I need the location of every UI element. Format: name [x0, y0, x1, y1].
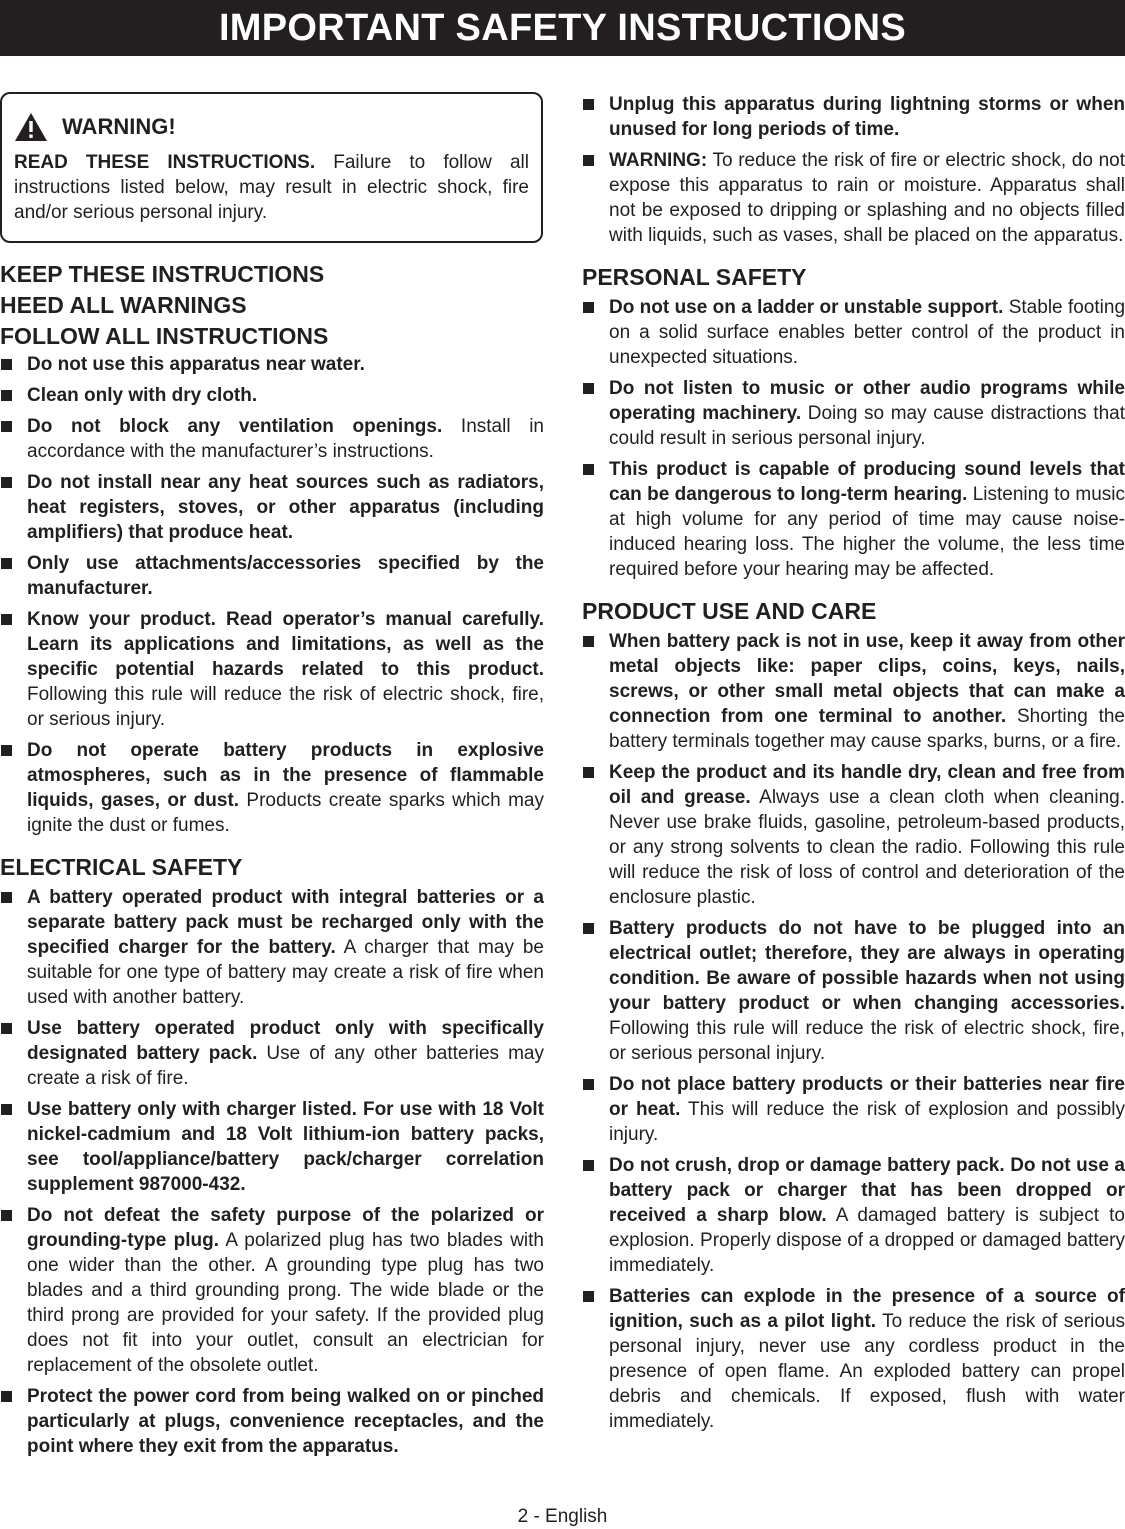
square-bullet-icon	[1, 892, 12, 903]
list-item	[582, 148, 1125, 248]
square-bullet-icon	[583, 99, 594, 110]
item-bold-text: Do not defeat the safety purpose of the polarized or grounding-type plug.	[27, 1205, 544, 1251]
square-bullet-icon	[583, 383, 594, 394]
item-body-text: Use of any other batteries may create a risk of fire.	[27, 1043, 544, 1089]
square-bullet-icon	[1, 390, 12, 401]
item-body-text: Following this rule will reduce the risk of electric shock, fire, or serious injury.	[27, 684, 544, 730]
square-bullet-icon	[1, 558, 12, 569]
square-bullet-icon	[1, 1210, 12, 1221]
square-bullet-icon	[583, 302, 594, 313]
list-item	[0, 414, 544, 464]
square-bullet-icon	[1, 1104, 12, 1115]
square-bullet-icon	[1, 745, 12, 756]
item-bold-text: Clean only with dry cloth.	[27, 385, 258, 406]
warning-text	[14, 150, 529, 225]
item-bold-text: Only use attachments/accessories specified by the manufacturer.	[27, 553, 544, 599]
square-bullet-icon	[1, 421, 12, 432]
item-body-text: Shorting the battery terminals together may cause sparks, burns, or a fire.	[609, 706, 1125, 752]
item-bold-text: Do not listen to music or other audio programs while operating machinery.	[609, 378, 1125, 424]
list-item	[0, 1384, 544, 1459]
item-body-text: Always use a clean cloth when cleaning. Never use brake fluids, gasoline, petroleum-based products, or any strong solvents to clean the radio. Following this rule will reduce the risk of loss of control and deterioration of the enclosure plastic.	[609, 787, 1125, 908]
list-item	[582, 457, 1125, 582]
square-bullet-icon	[1, 477, 12, 488]
list-item	[0, 470, 544, 545]
list-item	[0, 352, 544, 377]
list-item	[0, 383, 544, 408]
heed-warnings-title: HEED ALL WARNINGS	[0, 292, 247, 318]
personal-list	[582, 295, 1125, 582]
item-bold-text: Do not place battery products or their batteries near fire or heat.	[609, 1074, 1125, 1120]
square-bullet-icon	[583, 155, 594, 166]
item-body-text: This will reduce the risk of explosion and possibly injury.	[609, 1099, 1125, 1145]
square-bullet-icon	[1, 1391, 12, 1402]
list-item	[582, 760, 1125, 910]
list-item	[582, 1284, 1125, 1434]
item-bold-text: Unplug this apparatus during lightning storms or when unused for long periods of time.	[609, 94, 1125, 140]
item-bold-text: Protect the power cord from being walked on or pinched particularly at plugs, convenience receptacles, and the point where they exit from the apparatus.	[27, 1386, 544, 1457]
general-list	[0, 352, 544, 838]
item-bold-text: This product is capable of producing sound levels that can be dangerous to long-term hearing.	[609, 459, 1125, 505]
list-item	[582, 916, 1125, 1066]
square-bullet-icon	[1, 359, 12, 370]
item-body-text: Listening to music at high volume for any period of time may cause noise-induced hearing loss. The higher the volume, the less time required before your hearing may be affected.	[609, 484, 1125, 580]
item-body-text: Stable footing on a solid surface enables better control of the product in unexpected situations.	[609, 297, 1125, 368]
list-item	[0, 607, 544, 732]
item-body-text: To reduce the risk of fire or electric shock, do not expose this apparatus to rain or moisture. Apparatus shall not be exposed to dripping or splashing and no objects filled with liquids, such as vases, shall be placed on the apparatus.	[609, 150, 1125, 246]
item-bold-text: Do not block any ventilation openings.	[27, 416, 443, 437]
item-bold-text: Do not use this apparatus near water.	[27, 354, 365, 375]
square-bullet-icon	[1, 1023, 12, 1034]
warning-title: WARNING!	[62, 114, 176, 139]
right-column	[582, 92, 1125, 1440]
square-bullet-icon	[583, 923, 594, 934]
page-title: IMPORTANT SAFETY INSTRUCTIONS	[0, 0, 1125, 56]
list-item	[0, 1097, 544, 1197]
item-body-text: Install in accordance with the manufacturer’s instructions.	[27, 416, 545, 462]
warning-header	[14, 112, 529, 142]
item-bold-text: Do not operate battery products in explosive atmospheres, such as in the presence of flammable liquids, gases, or dust.	[27, 740, 544, 811]
item-bold-text: Do not use on a ladder or unstable support.	[609, 297, 1004, 318]
list-item	[0, 1203, 544, 1378]
item-body-text: Following this rule will reduce the risk of electric shock, fire, or serious personal injury.	[609, 1018, 1125, 1064]
list-item	[0, 551, 544, 601]
personal-safety-title: PERSONAL SAFETY	[582, 264, 807, 290]
unplug-warning-list	[582, 92, 1125, 248]
list-item	[0, 885, 544, 1010]
list-item	[582, 295, 1125, 370]
warning-body-text: Failure to follow all instructions listed below, may result in electric shock, fire and/or serious personal injury.	[14, 152, 529, 223]
square-bullet-icon	[583, 1079, 594, 1090]
square-bullet-icon	[583, 464, 594, 475]
list-item	[582, 629, 1125, 754]
left-column	[0, 92, 544, 1465]
square-bullet-icon	[583, 636, 594, 647]
keep-instructions-title: KEEP THESE INSTRUCTIONS	[0, 261, 325, 287]
list-item	[582, 376, 1125, 451]
list-item	[0, 1016, 544, 1091]
item-body-text: A damaged battery is subject to explosion. Properly dispose of a dropped or damaged battery immediately.	[609, 1205, 1125, 1276]
item-bold-text: Know your product. Read operator’s manual carefully. Learn its applications and limitations, as well as the specific potential hazards related to this product.	[27, 609, 544, 680]
item-bold-text: Use battery operated product only with specifically designated battery pack.	[27, 1018, 544, 1064]
list-item	[582, 1072, 1125, 1147]
warning-triangle-icon	[14, 112, 48, 142]
item-bold-text: Battery products do not have to be plugged into an electrical outlet; therefore, they are always in operating condition. Be aware of possible hazards when not using your battery product or when changing accessories.	[609, 918, 1125, 1014]
list-item	[0, 738, 544, 838]
item-bold-text: Do not install near any heat sources such as radiators, heat registers, stoves, or other apparatus (including amplifiers) that produce heat.	[27, 472, 544, 543]
page-footer: 2 - English	[517, 1506, 608, 1527]
item-body-text: A charger that may be suitable for one type of battery may create a risk of fire when used with another battery.	[27, 937, 544, 1008]
list-item	[582, 92, 1125, 142]
warning-box	[0, 92, 543, 243]
square-bullet-icon	[1, 614, 12, 625]
item-bold-text: When battery pack is not in use, keep it away from other metal objects like: paper clips, coins, keys, nails, screws, or other small metal objects that can make a connection from one terminal to another.	[609, 631, 1125, 727]
item-bold-text: A battery operated product with integral batteries or a separate battery pack must be recharged only with the specified charger for the battery.	[27, 887, 544, 958]
item-bold-text: Batteries can explode in the presence of a source of ignition, such as a pilot light.	[609, 1286, 1125, 1332]
list-item	[582, 1153, 1125, 1278]
item-body-text: To reduce the risk of serious personal injury, never use any cordless product in the presence of open flame. An exploded battery can propel debris and chemicals. If exposed, flush with water immediately.	[609, 1311, 1125, 1432]
square-bullet-icon	[583, 1291, 594, 1302]
follow-instructions-title: FOLLOW ALL INSTRUCTIONS	[0, 323, 329, 349]
item-bold-text: WARNING:	[609, 150, 708, 171]
item-body-text: Products create sparks which may ignite the dust or fumes.	[27, 790, 544, 836]
item-body-text: A polarized plug has two blades with one wider than the other. A grounding type plug has two blades and a third grounding prong. The wide blade or the third prong are provided for your safety. If the provided plug does not fit into your outlet, consult an electrician for replacement of the obsolete outlet.	[27, 1230, 544, 1376]
square-bullet-icon	[583, 767, 594, 778]
electrical-safety-title: ELECTRICAL SAFETY	[0, 854, 243, 880]
item-bold-text: Do not crush, drop or damage battery pack. Do not use a battery pack or charger that has been dropped or received a sharp blow.	[609, 1155, 1125, 1226]
product-use-title: PRODUCT USE AND CARE	[582, 598, 877, 624]
warning-bold-text: READ THESE INSTRUCTIONS.	[14, 152, 316, 173]
item-body-text: Doing so may cause distractions that could result in serious personal injury.	[609, 403, 1125, 449]
square-bullet-icon	[583, 1160, 594, 1171]
item-bold-text: Keep the product and its handle dry, clean and free from oil and grease.	[609, 762, 1125, 808]
product-list	[582, 629, 1125, 1434]
item-bold-text: Use battery only with charger listed. For use with 18 Volt nickel-cadmium and 18 Volt lithium-ion battery packs, see tool/appliance/battery pack/charger correlation supplement 987000-432.	[27, 1099, 544, 1195]
electrical-list	[0, 885, 544, 1459]
